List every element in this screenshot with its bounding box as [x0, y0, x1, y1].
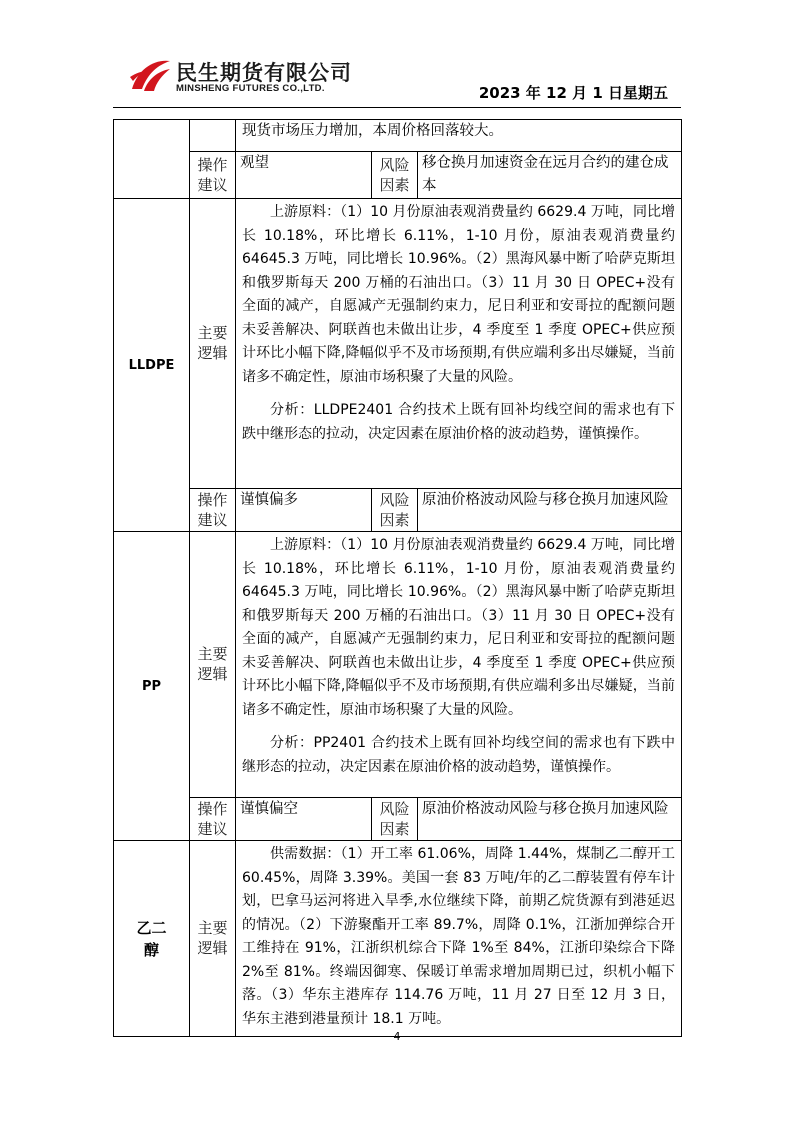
logic-label: 主要逻辑: [197, 324, 228, 362]
upstream-paragraph: 上游原料：（1）10 月份原油表观消费量约 6629.4 万吨，同比增长 10.18%，环比增长 6.11%，1-10 月份，原油表观消费量约 64645.3 万吨，同比增长 10.96%。（2）黑海风暴中断了哈萨克斯坦和俄罗斯每天 200 万桶的石油出口。（3）11 月 30 日 OPEC+没有全面的减产，自愿减产无强制约束力，尼日利亚和安哥拉的配额问题未妥善解决、阿联酋也未做出让步，4 季度至 1 季度 OPEC+供应预计环比小幅下降,降幅似乎不及市场预期,有供应端利多出尽嫌疑，当前诸多不确定性，原油市场积聚了大量的风险。: [242, 537, 676, 718]
risk-label-cell: [372, 152, 418, 199]
product-pp: PP: [114, 532, 190, 841]
risk-value: 原油价格波动风险与移仓换月加速风险: [418, 489, 682, 532]
op-label-cell: [190, 152, 236, 199]
analysis-paragraph: 分析：LLDPE2401 合约技术上既有回补均线空间的需求也有下跌中继形态的拉动，决定因素在原油价格的波动趋势，谨慎操作。: [242, 402, 676, 442]
product-meg: [114, 841, 190, 1037]
risk-value: 移仓换月加速资金在远月合约的建仓成本: [418, 152, 682, 199]
op-label: 操作建议: [197, 799, 228, 838]
report-date: 2023 年 12 月 1 日星期五: [478, 84, 668, 102]
op-value: 谨慎偏多: [236, 489, 372, 532]
logo-chinese-name: 民生期货有限公司: [176, 61, 352, 85]
risk-label-cell: [372, 798, 418, 841]
logic-label-cell: [190, 199, 236, 489]
risk-label: 风险因素: [379, 155, 410, 194]
risk-label-cell: [372, 489, 418, 532]
prev-product-cell: [114, 120, 190, 199]
logic-content: [236, 841, 682, 1037]
op-label: 操作建议: [197, 490, 228, 529]
product-lldpe: LLDPE: [114, 199, 190, 532]
continuation-text: 现货市场压力增加，本周价格回落较大。: [242, 123, 503, 139]
supply-demand-paragraph: 供需数据：（1）开工率 61.06%，周降 1.44%，煤制乙二醇开工 60.45%，周降 3.39%。美国一套 83 万吨/年的乙二醇装置有停车计划，巴拿马运河将进入旱季,水位继续下降，前期乙烷货源有到港延迟的情况。（2）下游聚酯开工率 89.7%，周降 0.1%，江浙加弹综合开工维持在 91%，江浙织机综合下降 1%至 84%，江浙印染综合下降 2%至 81%。终端因御寒、保暖订单需求增加周期已过，织机小幅下落。（3）华东主港库存 114.76 万吨，11 月 27 日至 12 月 3 日，华东主港到港量预计 18.1 万吨。: [242, 846, 676, 1027]
logo-english-name: MINSHENG FUTURES CO.,LTD.: [176, 83, 325, 94]
header-divider: [113, 107, 681, 108]
analysis-paragraph: 分析：PP2401 合约技术上既有回补均线空间的需求也有下跌中继形态的拉动，决定因素在原油价格的波动趋势，谨慎操作。: [242, 735, 676, 775]
logic-label: 主要逻辑: [197, 919, 228, 957]
product-name-line2: 醇: [143, 940, 159, 959]
prev-logic-label-cell: [190, 120, 236, 152]
op-label: 操作建议: [197, 155, 228, 194]
risk-label: 风险因素: [379, 490, 410, 529]
op-label-cell: [190, 489, 236, 532]
prev-logic-text: [236, 120, 682, 152]
logic-label: 主要逻辑: [197, 645, 228, 683]
upstream-paragraph: 上游原料：（1）10 月份原油表观消费量约 6629.4 万吨，同比增长 10.18%，环比增长 6.11%，1-10 月份，原油表观消费量约 64645.3 万吨，同比增长 10.96%。（2）黑海风暴中断了哈萨克斯坦和俄罗斯每天 200 万桶的石油出口。（3）11 月 30 日 OPEC+没有全面的减产，自愿减产无强制约束力，尼日利亚和安哥拉的配额问题未妥善解决、阿联酋也未做出让步，4 季度至 1 季度 OPEC+供应预计环比小幅下降,降幅似乎不及市场预期,有供应端利多出尽嫌疑，当前诸多不确定性，原油市场积聚了大量的风险。: [242, 204, 676, 385]
page-header: [0, 0, 794, 110]
logo-swoosh-icon: [128, 55, 172, 95]
risk-label: 风险因素: [379, 799, 410, 838]
logic-content: [236, 532, 682, 798]
op-label-cell: [190, 798, 236, 841]
page-number: 4: [393, 1030, 401, 1043]
logic-label-cell: [190, 532, 236, 798]
logic-content: [236, 199, 682, 489]
report-table: [113, 119, 682, 1037]
op-value: 观望: [236, 152, 372, 199]
company-logo: [128, 55, 368, 100]
product-name-line1: 乙二: [136, 918, 167, 937]
logic-label-cell: [190, 841, 236, 1037]
risk-value: 原油价格波动风险与移仓换月加速风险: [418, 798, 682, 841]
op-value: 谨慎偏空: [236, 798, 372, 841]
